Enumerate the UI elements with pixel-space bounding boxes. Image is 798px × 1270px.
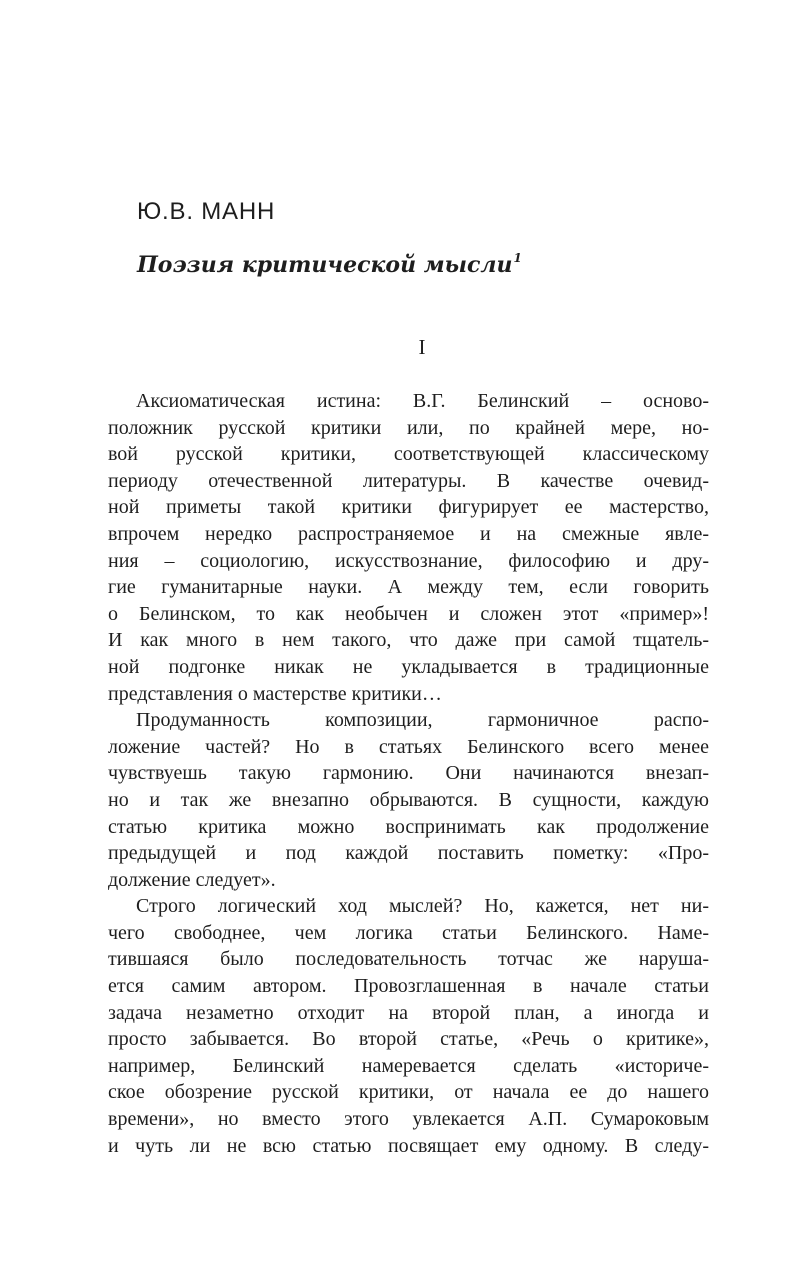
text-line: времени», но вместо этого увлекается А.П. Сумароковым bbox=[108, 1108, 709, 1131]
footnote-mark: 1 bbox=[513, 251, 522, 265]
text-line: и чуть ли не всю статью посвящает ему одному. В следу- bbox=[108, 1134, 709, 1157]
article-title bbox=[137, 251, 522, 278]
text-line: ское обозрение русской критики, от начала ее до нашего bbox=[108, 1081, 709, 1104]
text-line: просто забывается. Во второй статье, «Речь о критике», bbox=[108, 1028, 709, 1051]
text-line: чего свободнее, чем логика статьи Белинского. Наме- bbox=[108, 921, 709, 944]
text-line: ложение частей? Но в статьях Белинского всего менее bbox=[108, 735, 709, 758]
text-line: статью критика можно воспринимать как продолжение bbox=[108, 815, 709, 838]
text-line: представления о мастерстве критики… bbox=[108, 682, 442, 705]
text-line: вой русской критики, соответствующей классическому bbox=[108, 443, 709, 466]
section-number: I bbox=[418, 335, 426, 359]
text-line: Продуманность композиции, гармоничное распо- bbox=[136, 709, 709, 732]
author-name: Ю.В. МАНН bbox=[137, 198, 276, 225]
text-line: задача незаметно отходит на второй план, а иногда и bbox=[108, 1001, 709, 1024]
text-line: гие гуманитарные науки. А между тем, если говорить bbox=[108, 576, 709, 599]
text-line: Строго логический ход мыслей? Но, кажется, нет ни- bbox=[136, 895, 709, 918]
text-line: о Белинском, то как необычен и сложен этот «пример»! bbox=[108, 602, 709, 625]
text-line: Аксиоматическая истина: В.Г. Белинский – осново- bbox=[136, 390, 709, 412]
text-line: ной приметы такой критики фигурирует ее мастерство, bbox=[108, 496, 709, 519]
text-line: периоду отечественной литературы. В качестве очевид- bbox=[108, 469, 709, 492]
text-line: должение следует». bbox=[108, 868, 276, 891]
text-line: но и так же внезапно обрываются. В сущности, каждую bbox=[108, 788, 709, 811]
text-line: например, Белинский намеревается сделать «историче- bbox=[108, 1054, 709, 1077]
article-body bbox=[108, 388, 709, 1159]
text-line: ния – социологию, искусствознание, философию и дру- bbox=[108, 549, 709, 572]
text-line: положник русской критики или, по крайней мере, но- bbox=[108, 416, 709, 439]
text-line: чувствуешь такую гармонию. Они начинаются внезап- bbox=[108, 762, 709, 785]
text-line: И как много в нем такого, что даже при самой тщатель- bbox=[108, 629, 709, 652]
text-line: тившаяся было последовательность тотчас же наруша- bbox=[108, 948, 709, 971]
text-line: ной подгонке никак не укладывается в традиционные bbox=[108, 655, 709, 678]
text-line: ется самим автором. Провозглашенная в начале статьи bbox=[108, 975, 709, 998]
text-line: предыдущей и под каждой поставить пометку: «Про- bbox=[108, 842, 709, 865]
text-line: впрочем нередко распространяемое и на смежные явле- bbox=[108, 522, 709, 545]
article-title-text: Поэзия критической мысли bbox=[137, 252, 513, 278]
